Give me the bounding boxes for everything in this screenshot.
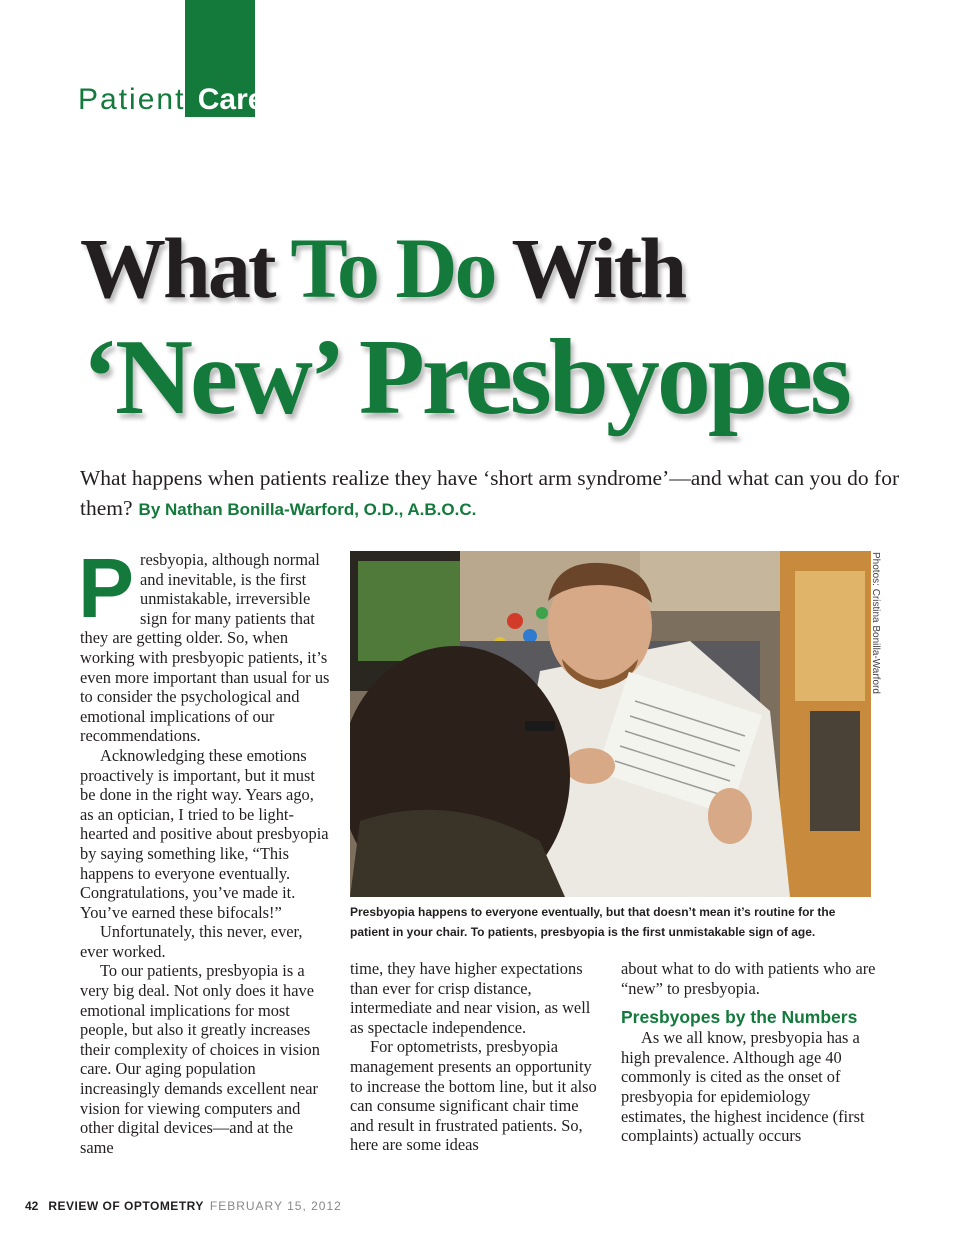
column3-paragraph-2: As we all know, presbyopia has a high prevalence. Although age 40 commonly is cited as the onset of presbyopia for epidemiology estimates, the highest incidence (first complaints) actually occurs bbox=[621, 1028, 865, 1146]
article-photo bbox=[350, 551, 871, 897]
photo-illustration bbox=[350, 551, 871, 897]
issue-date: FEBRUARY 15, 2012 bbox=[209, 1199, 342, 1213]
byline: By Nathan Bonilla-Warford, O.D., A.B.O.C. bbox=[138, 500, 477, 519]
deck-text: What happens when patients realize they have ‘short arm syndrome’—and what can you do for them? bbox=[80, 466, 900, 520]
photo-credit-text: Photos: Cristina Bonilla-Warford bbox=[870, 552, 881, 694]
article-column-2 bbox=[350, 959, 600, 1155]
column1-paragraph-2: Acknowledging these emotions proactively is important, but it must be done in the right way. Years ago, as an optician, I tried to be light-hearted and positive about presbyopia by saying something like, “This happens to everyone eventually. Congratulations, you’ve made it. You’ve earned these bifocals!” bbox=[80, 745, 329, 922]
column2-paragraph-1: time, they have higher expectations than ever for crisp distance, intermediate and near vision, as well as spectacle independence. bbox=[350, 959, 591, 1037]
headline bbox=[80, 218, 940, 438]
column1-paragraph-3: Unfortunately, this never, ever, ever worked. bbox=[80, 922, 303, 961]
article-column-3 bbox=[621, 959, 876, 1146]
column1-paragraph-1: resbyopia, although normal and inevitable, is the first unmistakable, irreversible sign for many patients that they are getting older. So, when working with presbyopic patients, it’s even more important than usual for us to consider the psychological and emotional implications of our recommendations. bbox=[80, 550, 330, 746]
page-number: 42 bbox=[25, 1199, 39, 1213]
headline-word-with: With bbox=[511, 220, 685, 316]
publication-name: REVIEW OF OPTOMETRY bbox=[48, 1199, 204, 1213]
headline-line-2: ‘New’ Presbyopes bbox=[82, 318, 849, 437]
section-label bbox=[78, 80, 265, 120]
headline-words-to-do: To Do bbox=[290, 220, 495, 316]
section-label-bold: Care bbox=[197, 83, 265, 116]
column2-paragraph-2: For optometrists, presbyopia management presents an opportunity to increase the bottom line, but it also can consume significant chair time and result in frustrated patients. So, here are some ideas bbox=[350, 1037, 597, 1155]
headline-word-what: What bbox=[80, 220, 274, 316]
page-footer bbox=[25, 1198, 342, 1214]
article-column-1 bbox=[78, 541, 330, 1157]
photo-credit bbox=[867, 552, 883, 694]
headline-line-1 bbox=[80, 218, 940, 318]
article-deck bbox=[80, 463, 900, 525]
subhead: Presbyopes by the Numbers bbox=[621, 1007, 858, 1028]
photo-caption: Presbyopia happens to everyone eventually, but that doesn’t mean it’s routine for the patient in your chair. To patients, presbyopia is the first unmistakable sign of age. bbox=[350, 905, 836, 939]
drop-cap: P bbox=[78, 541, 135, 635]
column1-paragraph-4: To our patients, presbyopia is a very big deal. Not only does it have emotional implications for most people, but also it greatly increases their complexity of choices in vision care. Our aging population increasingly demands excellent near vision for viewing computers and other digital devices—and at the same bbox=[80, 961, 320, 1157]
section-label-light: Patient bbox=[78, 83, 186, 116]
column3-paragraph-1: about what to do with patients who are “new” to presbyopia. bbox=[621, 959, 876, 998]
